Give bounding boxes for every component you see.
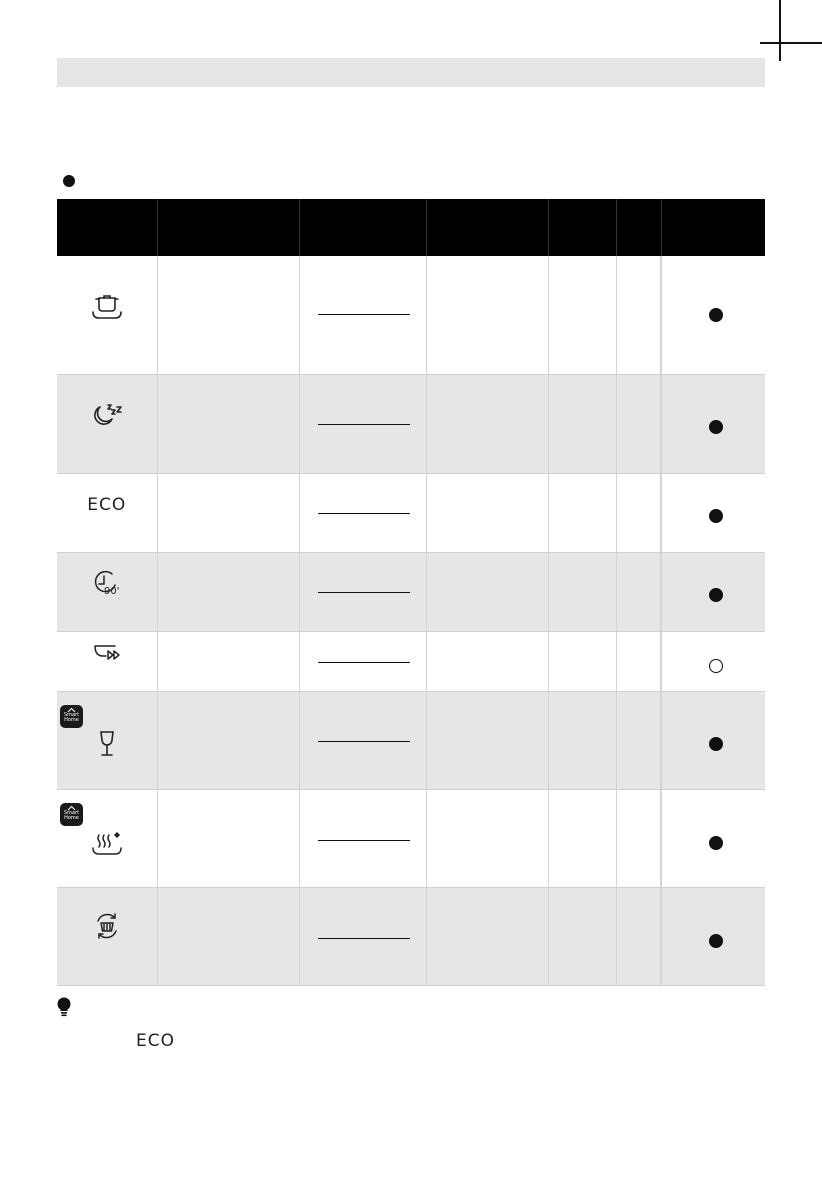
status-dot-filled xyxy=(709,420,723,434)
pot-pan-icon xyxy=(90,290,124,320)
header-cell-5 xyxy=(548,199,616,256)
status-dot-filled xyxy=(709,737,723,751)
smart-home-badge xyxy=(60,705,83,728)
header-cell-programme xyxy=(57,199,157,256)
clock-90-label: 90' xyxy=(103,585,120,597)
table-row xyxy=(57,887,765,985)
table-row xyxy=(57,691,765,789)
status-dot-filled xyxy=(709,588,723,602)
eco-text-icon: ECO xyxy=(87,494,127,515)
steam-hygiene-icon xyxy=(90,831,124,857)
table-row xyxy=(57,256,765,374)
table-row xyxy=(57,552,765,631)
legend-bullet xyxy=(63,175,75,187)
section-header-bar xyxy=(57,58,765,87)
header-cell-3 xyxy=(299,199,426,256)
lightbulb-tip-icon xyxy=(56,997,72,1017)
table-header-row xyxy=(57,199,765,256)
consumption-line xyxy=(318,840,410,841)
wine-glass-icon xyxy=(97,730,117,758)
crop-mark-vertical xyxy=(779,0,781,61)
header-cell-6 xyxy=(616,199,661,256)
smart-home-badge-text: Smart Home xyxy=(63,711,80,723)
consumption-line xyxy=(318,662,410,663)
consumption-line xyxy=(318,741,410,742)
table-row xyxy=(57,631,765,691)
header-cell-7 xyxy=(661,199,765,256)
consumption-line xyxy=(318,424,410,425)
consumption-line xyxy=(318,513,410,514)
status-dot-empty xyxy=(709,659,723,673)
crop-mark-horizontal xyxy=(760,42,822,44)
status-dot-filled xyxy=(709,934,723,948)
header-cell-4 xyxy=(426,199,548,256)
basket-rinse-icon xyxy=(92,911,122,941)
status-dot-filled xyxy=(709,308,723,322)
programme-table xyxy=(57,199,765,986)
smart-home-badge-text: Smart Home xyxy=(63,809,80,821)
smart-home-badge xyxy=(60,803,83,826)
clock-90-icon xyxy=(92,570,122,598)
note-eco-label: ECO xyxy=(136,1031,175,1051)
consumption-line xyxy=(318,314,410,315)
status-dot-filled xyxy=(709,836,723,850)
consumption-line xyxy=(318,938,410,939)
header-cell-2 xyxy=(157,199,299,256)
quick-wash-icon xyxy=(91,643,123,663)
status-dot-filled xyxy=(709,509,723,523)
table-row xyxy=(57,789,765,887)
moon-sleep-icon xyxy=(90,402,124,428)
consumption-line xyxy=(318,592,410,593)
table-row xyxy=(57,374,765,473)
table-row xyxy=(57,473,765,552)
